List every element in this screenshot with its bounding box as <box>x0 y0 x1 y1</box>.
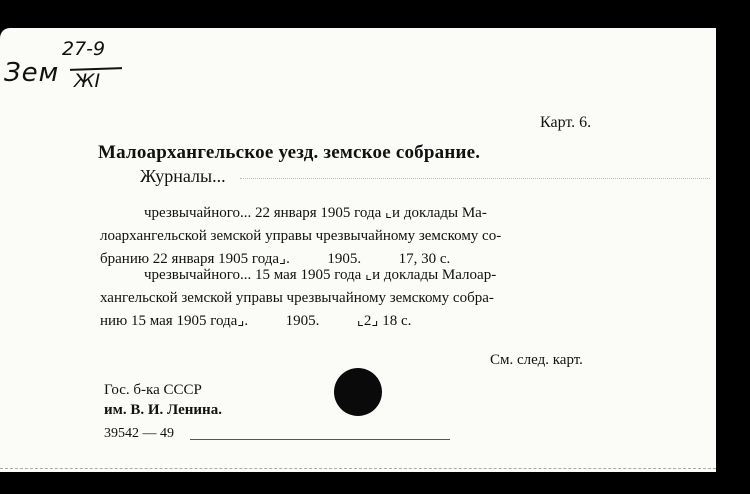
catalog-card <box>0 28 716 472</box>
card-subtitle: Журналы... <box>140 166 226 186</box>
handwritten-denominator: ЖI <box>74 70 101 92</box>
entry-1-line-2: лоархангельской земской управы чрезвычайному земскому со- <box>100 228 502 244</box>
entry-2-line-2: хангельской земской управы чрезвычайному земскому собра- <box>100 290 494 306</box>
library-line-2: им. В. И. Ленина. <box>104 402 222 418</box>
handwritten-prefix: Зем <box>4 58 60 88</box>
library-line-1: Гос. б-ка СССР <box>104 382 202 398</box>
entry-2-line-3: нию 15 мая 1905 года⌟. 1905. ⌞2⌟ 18 с. <box>100 313 412 329</box>
entry-2 <box>100 264 610 333</box>
print-underline <box>190 439 450 440</box>
entry-1 <box>100 202 610 271</box>
punch-hole <box>334 368 382 416</box>
entry-1-line-1: чрезвычайного... 22 января 1905 года ⌞и доклады Ма- <box>144 205 487 221</box>
print-code: 39542 — 49 <box>104 426 174 441</box>
handwritten-numerator: 27-9 <box>62 38 106 60</box>
bottom-divider <box>0 468 716 469</box>
card-title: Малоархангельское уезд. земское собрание. <box>98 142 481 163</box>
see-next-card: См. след. карт. <box>490 352 583 368</box>
entry-1-line-3: бранию 22 января 1905 года⌟. 1905. 17, 30 с. <box>100 251 451 267</box>
library-stamp <box>104 380 222 420</box>
entry-2-line-1: чрезвычайного... 15 мая 1905 года ⌞и доклады Малоар- <box>144 267 497 283</box>
divider <box>240 178 710 179</box>
card-number: Карт. 6. <box>540 114 592 131</box>
